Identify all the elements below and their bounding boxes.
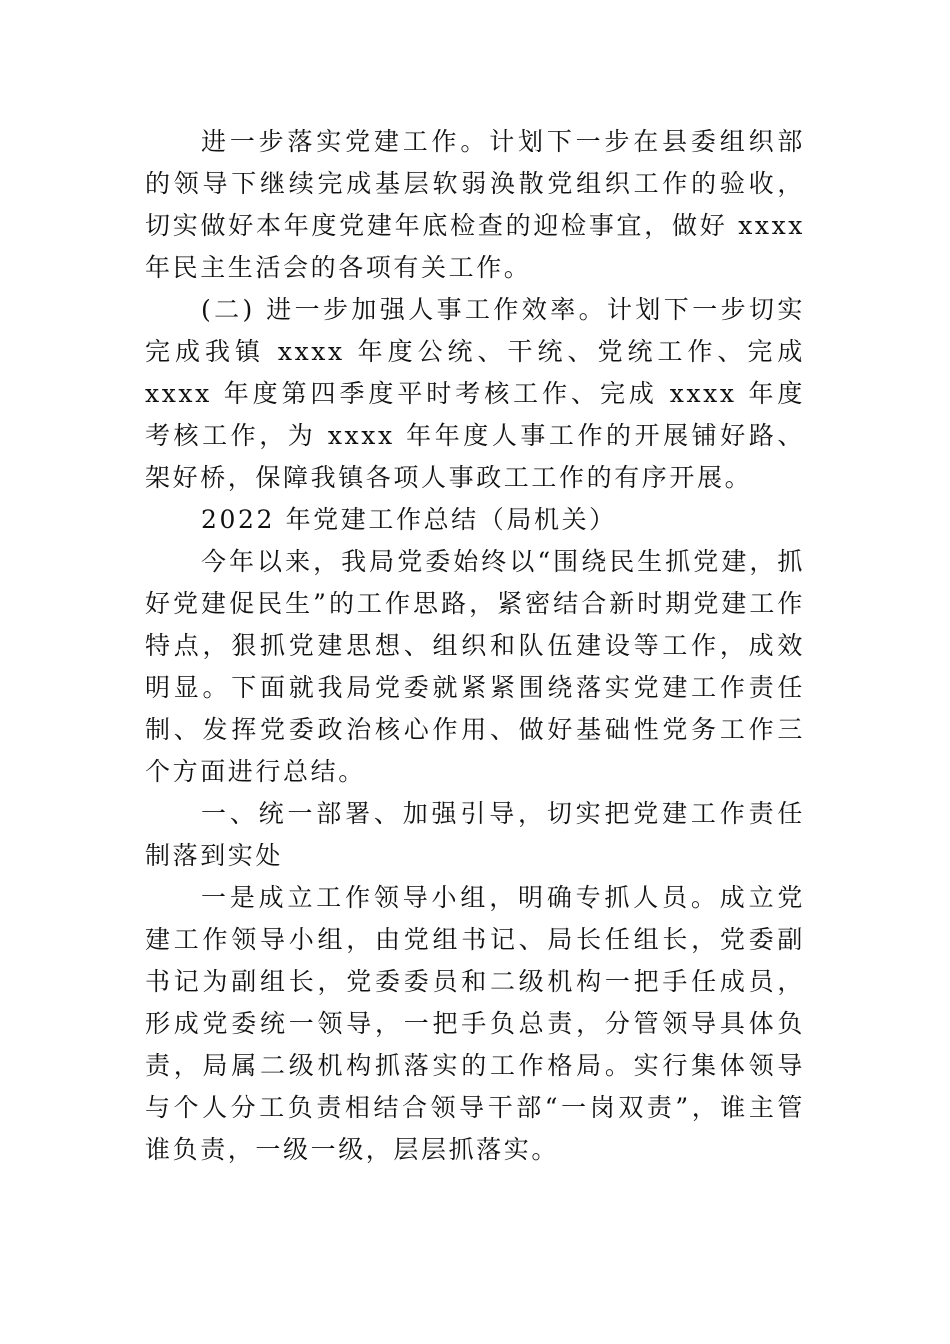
section-title: 2022 年党建工作总结（局机关） [201,505,617,534]
document-body [145,121,805,1171]
paragraph-party-building-plan: 进一步落实党建工作。计划下一步在县委组织部的领导下继续完成基层软弱涣散党组织工作的验收，切实做好本年度党建年底检查的迎检事宜，做好 xxxx 年民主生活会的各项有关工作。 [145,127,805,282]
paragraph-introduction: 今年以来，我局党委始终以“围绕民生抓党建，抓好党建促民生”的工作思路，紧密结合新时期党建工作特点，狠抓党建思想、组织和队伍建设等工作，成效明显。下面就我局党委就紧紧围绕落实党建工作责任制、发挥党委政治核心作用、做好基础性党务工作三个方面进行总结。 [145,547,805,786]
section-heading-one: 一、统一部署、加强引导，切实把党建工作责任制落到实处 [145,799,805,870]
paragraph-personnel-work: (二) 进一步加强人事工作效率。计划下一步切实完成我镇 xxxx 年度公统、干统、党统工作、完成 xxxx 年度第四季度平时考核工作、完成 xxxx 年度考核工作，为 xxxx 年年度人事工作的开展铺好路、架好桥，保障我镇各项人事政工工作的有序开展。 [145,295,805,492]
paragraph-leadership-group: 一是成立工作领导小组，明确专抓人员。成立党建工作领导小组，由党组书记、局长任组长，党委副书记为副组长，党委委员和二级机构一把手任成员，形成党委统一领导，一把手负总责，分管领导具体负责，局属二级机构抓落实的工作格局。实行集体领导与个人分工负责相结合领导干部“一岗双责”，谁主管谁负责，一级一级，层层抓落实。 [145,883,805,1164]
